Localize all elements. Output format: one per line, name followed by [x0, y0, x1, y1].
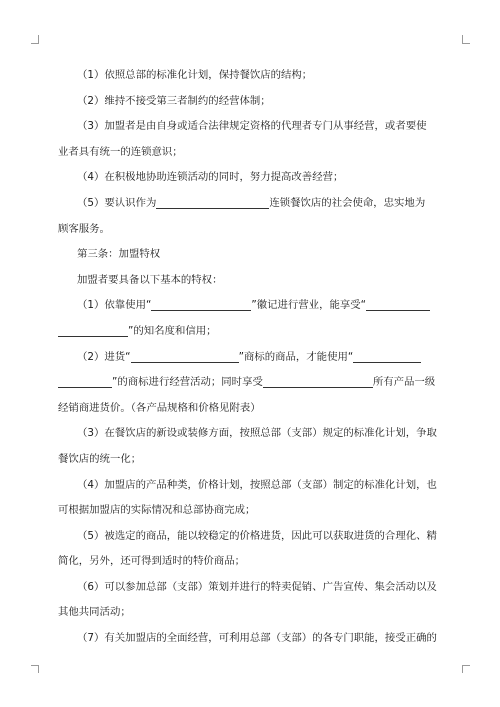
text-run: 可根据加盟店的实际情况和总部协商完成；	[58, 504, 256, 517]
section-heading	[58, 242, 440, 268]
corner-mark	[38, 35, 39, 43]
text-run: （5）被选定的商品，能以较稳定的价格进货，因此可以获取进货的合理化、精	[77, 529, 437, 542]
paragraph-line	[58, 575, 440, 601]
paragraph-line	[58, 89, 440, 115]
text-run: （6）可以参加总部（支部）策划并进行的特卖促销、广告宣传、集会活动以及	[77, 580, 437, 593]
corner-mark	[462, 665, 470, 666]
text-run: 餐饮店的统一化；	[58, 452, 142, 465]
fill-in-blank[interactable]	[151, 296, 251, 311]
text-run: 简化，另外，还可得到适时的特价商品；	[58, 555, 246, 568]
corner-mark	[462, 665, 463, 673]
text-run: 经销商进货价。（各产品规格和价格见附表）	[58, 401, 261, 414]
text-run: 其他共同活动；	[58, 606, 131, 619]
fill-in-blank[interactable]	[353, 348, 421, 363]
paragraph-line	[58, 114, 440, 140]
text-run: （1）依靠使用“	[77, 299, 152, 312]
paragraph-line	[58, 268, 440, 294]
paragraph-line	[58, 140, 440, 166]
paragraph-line	[58, 626, 440, 652]
corner-mark	[462, 35, 463, 43]
text-run: ”徽记进行营业，能享受“	[251, 299, 367, 312]
corner-mark	[462, 43, 470, 44]
text-run: （3）在餐饮店的新设或装修方面，按照总部（支部）规定的标准化计划，争取	[77, 427, 437, 440]
paragraph-line	[58, 600, 440, 626]
paragraph-line	[58, 396, 440, 422]
text-run: （7）有关加盟店的全面经营，可利用总部（支部）的各专门职能，接受正确的	[77, 632, 437, 645]
text-run: 业者具有统一的连锁意识；	[58, 145, 183, 158]
paragraph-line	[58, 63, 440, 89]
text-run: 顾客服务。	[58, 222, 110, 235]
document-body	[58, 63, 440, 652]
paragraph-line	[58, 217, 440, 243]
paragraph-line	[58, 421, 440, 447]
paragraph-line	[58, 524, 440, 550]
paragraph-line	[58, 447, 440, 473]
text-run: （5）要认识作为	[77, 196, 157, 209]
text-run: ”商标的商品，才能使用“	[238, 350, 354, 363]
paragraph-line	[58, 345, 440, 371]
paragraph-line	[58, 165, 440, 191]
text-run: ”的知名度和信用；	[128, 324, 217, 337]
fill-in-blank[interactable]	[263, 373, 373, 388]
text-run: （4）在积极地协助连锁活动的同时，努力提高改善经营；	[77, 171, 344, 184]
text-run: （4）加盟店的产品种类，价格计划，按照总部（支部）制定的标准化计划，也	[77, 478, 437, 491]
text-run: 第三条：加盟特权	[77, 248, 161, 261]
fill-in-blank[interactable]	[58, 322, 128, 337]
paragraph-line	[58, 319, 440, 345]
fill-in-blank[interactable]	[58, 373, 112, 388]
text-run: （2）进货“	[77, 350, 131, 363]
text-run: ”的商标进行经营活动；同时享受	[112, 376, 263, 389]
text-run: （3）加盟者是由自身或适合法律规定资格的代理者专门从事经营，或者要使	[77, 120, 427, 133]
text-run: （1）依照总部的标准化计划，保持餐饮店的结构；	[77, 69, 313, 81]
paragraph-line	[58, 473, 440, 499]
text-run: 加盟者要具备以下基本的特权：	[77, 273, 223, 286]
corner-mark	[31, 43, 39, 44]
fill-in-blank[interactable]	[156, 194, 269, 209]
paragraph-line	[58, 498, 440, 524]
paragraph-line	[58, 191, 440, 217]
paragraph-line	[58, 293, 440, 319]
text-run: （2）维持不接受第三者制约的经营体制；	[77, 94, 271, 107]
text-run: 连锁餐饮店的社会使命，忠实地为	[269, 196, 426, 209]
paragraph-line	[58, 370, 440, 396]
paragraph-line	[58, 549, 440, 575]
corner-mark	[38, 665, 39, 673]
text-run: 所有产品一级	[372, 376, 436, 389]
fill-in-blank[interactable]	[131, 348, 239, 363]
fill-in-blank[interactable]	[366, 296, 430, 311]
